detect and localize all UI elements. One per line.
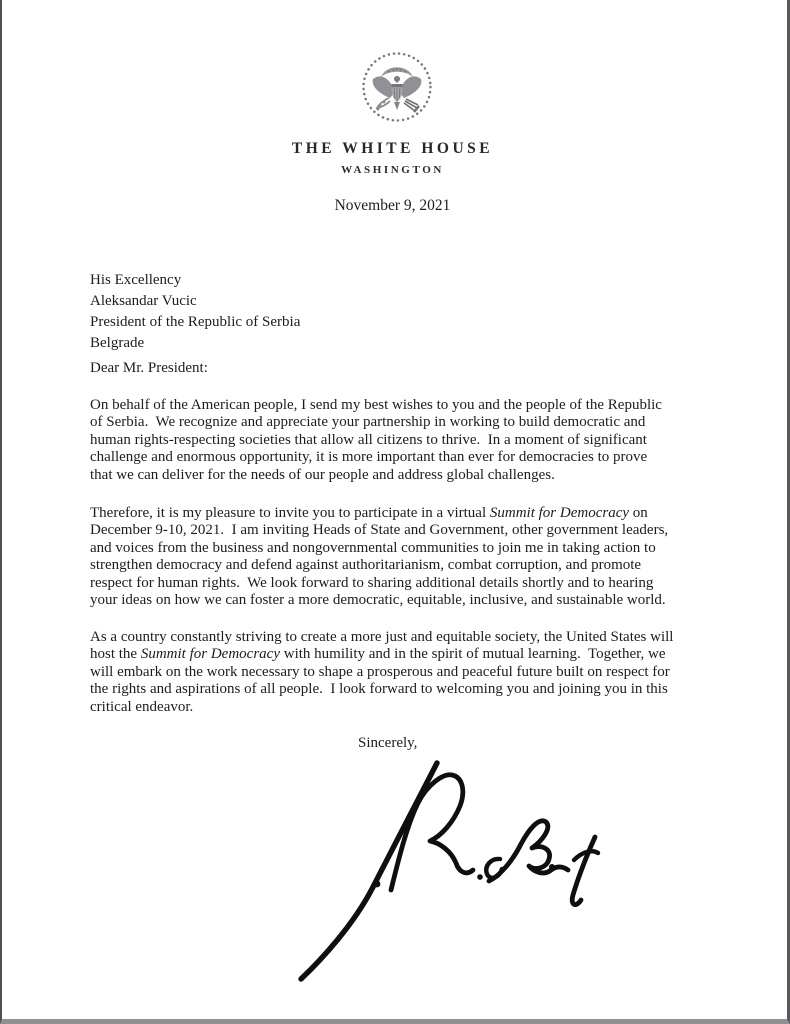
text-line: critical endeavor.: [90, 698, 194, 715]
body-paragraph-3: [90, 629, 740, 716]
text-line: of Serbia. We recognize and appreciate your partnership in working to build democratic and: [90, 414, 646, 431]
text-line: host the Summit for Democracy with humility and in the spirit of mutual learning. Together, we: [90, 646, 666, 663]
letterhead-location: WASHINGTON: [341, 164, 444, 176]
salutation: Dear Mr. President:: [90, 360, 208, 376]
text-line: As a country constantly striving to create a more just and equitable society, the United States will: [90, 629, 674, 645]
text-line: respect for human rights. We look forward to sharing additional details shortly and to hearing: [90, 574, 654, 591]
text-line: Aleksandar Vucic: [90, 293, 197, 309]
text-line: the rights and aspirations of all people. I look forward to welcoming you and joining you in this: [90, 681, 668, 698]
text-line: December 9-10, 2021. I am inviting Heads of State and Government, other government leaders,: [90, 522, 669, 539]
text-line: human rights-respecting societies that allow all citizens to thrive. In a moment of significant: [90, 431, 647, 448]
letter-date: November 9, 2021: [334, 197, 451, 214]
text-line: On behalf of the American people, I send my best wishes to you and the people of the Republic: [90, 397, 662, 413]
valediction: Sincerely,: [358, 735, 418, 751]
text-line: will embark on the work necessary to shape a prosperous and peaceful future built on respect for: [90, 663, 670, 680]
text-line: and voices from the business and nongovernmental communities to join me in taking action to: [90, 539, 656, 556]
presidential-seal-icon: [360, 50, 434, 124]
letterhead-org: THE WHITE HOUSE: [291, 140, 494, 157]
text-line: Therefore, it is my pleasure to invite you to participate in a virtual Summit for Democracy on: [90, 505, 648, 521]
text-line: challenge and enormous opportunity, it is more important than ever for democracies to prove: [90, 449, 648, 466]
signature-joseph-r-biden: [285, 750, 617, 992]
text-line: that we can deliver for the needs of our people and address global challenges.: [90, 466, 555, 483]
text-line: Belgrade: [90, 335, 145, 351]
body-paragraph-2: [90, 505, 740, 609]
text-line: His Excellency: [90, 272, 182, 288]
text-line: strengthen democracy and defend against authoritarianism, combat corruption, and promote: [90, 557, 642, 574]
body-paragraph-1: [90, 397, 740, 484]
text-line: your ideas on how we can foster a more democratic, equitable, inclusive, and sustainable world.: [90, 592, 666, 609]
text-line: President of the Republic of Serbia: [90, 314, 301, 330]
recipient-address: [90, 270, 300, 354]
